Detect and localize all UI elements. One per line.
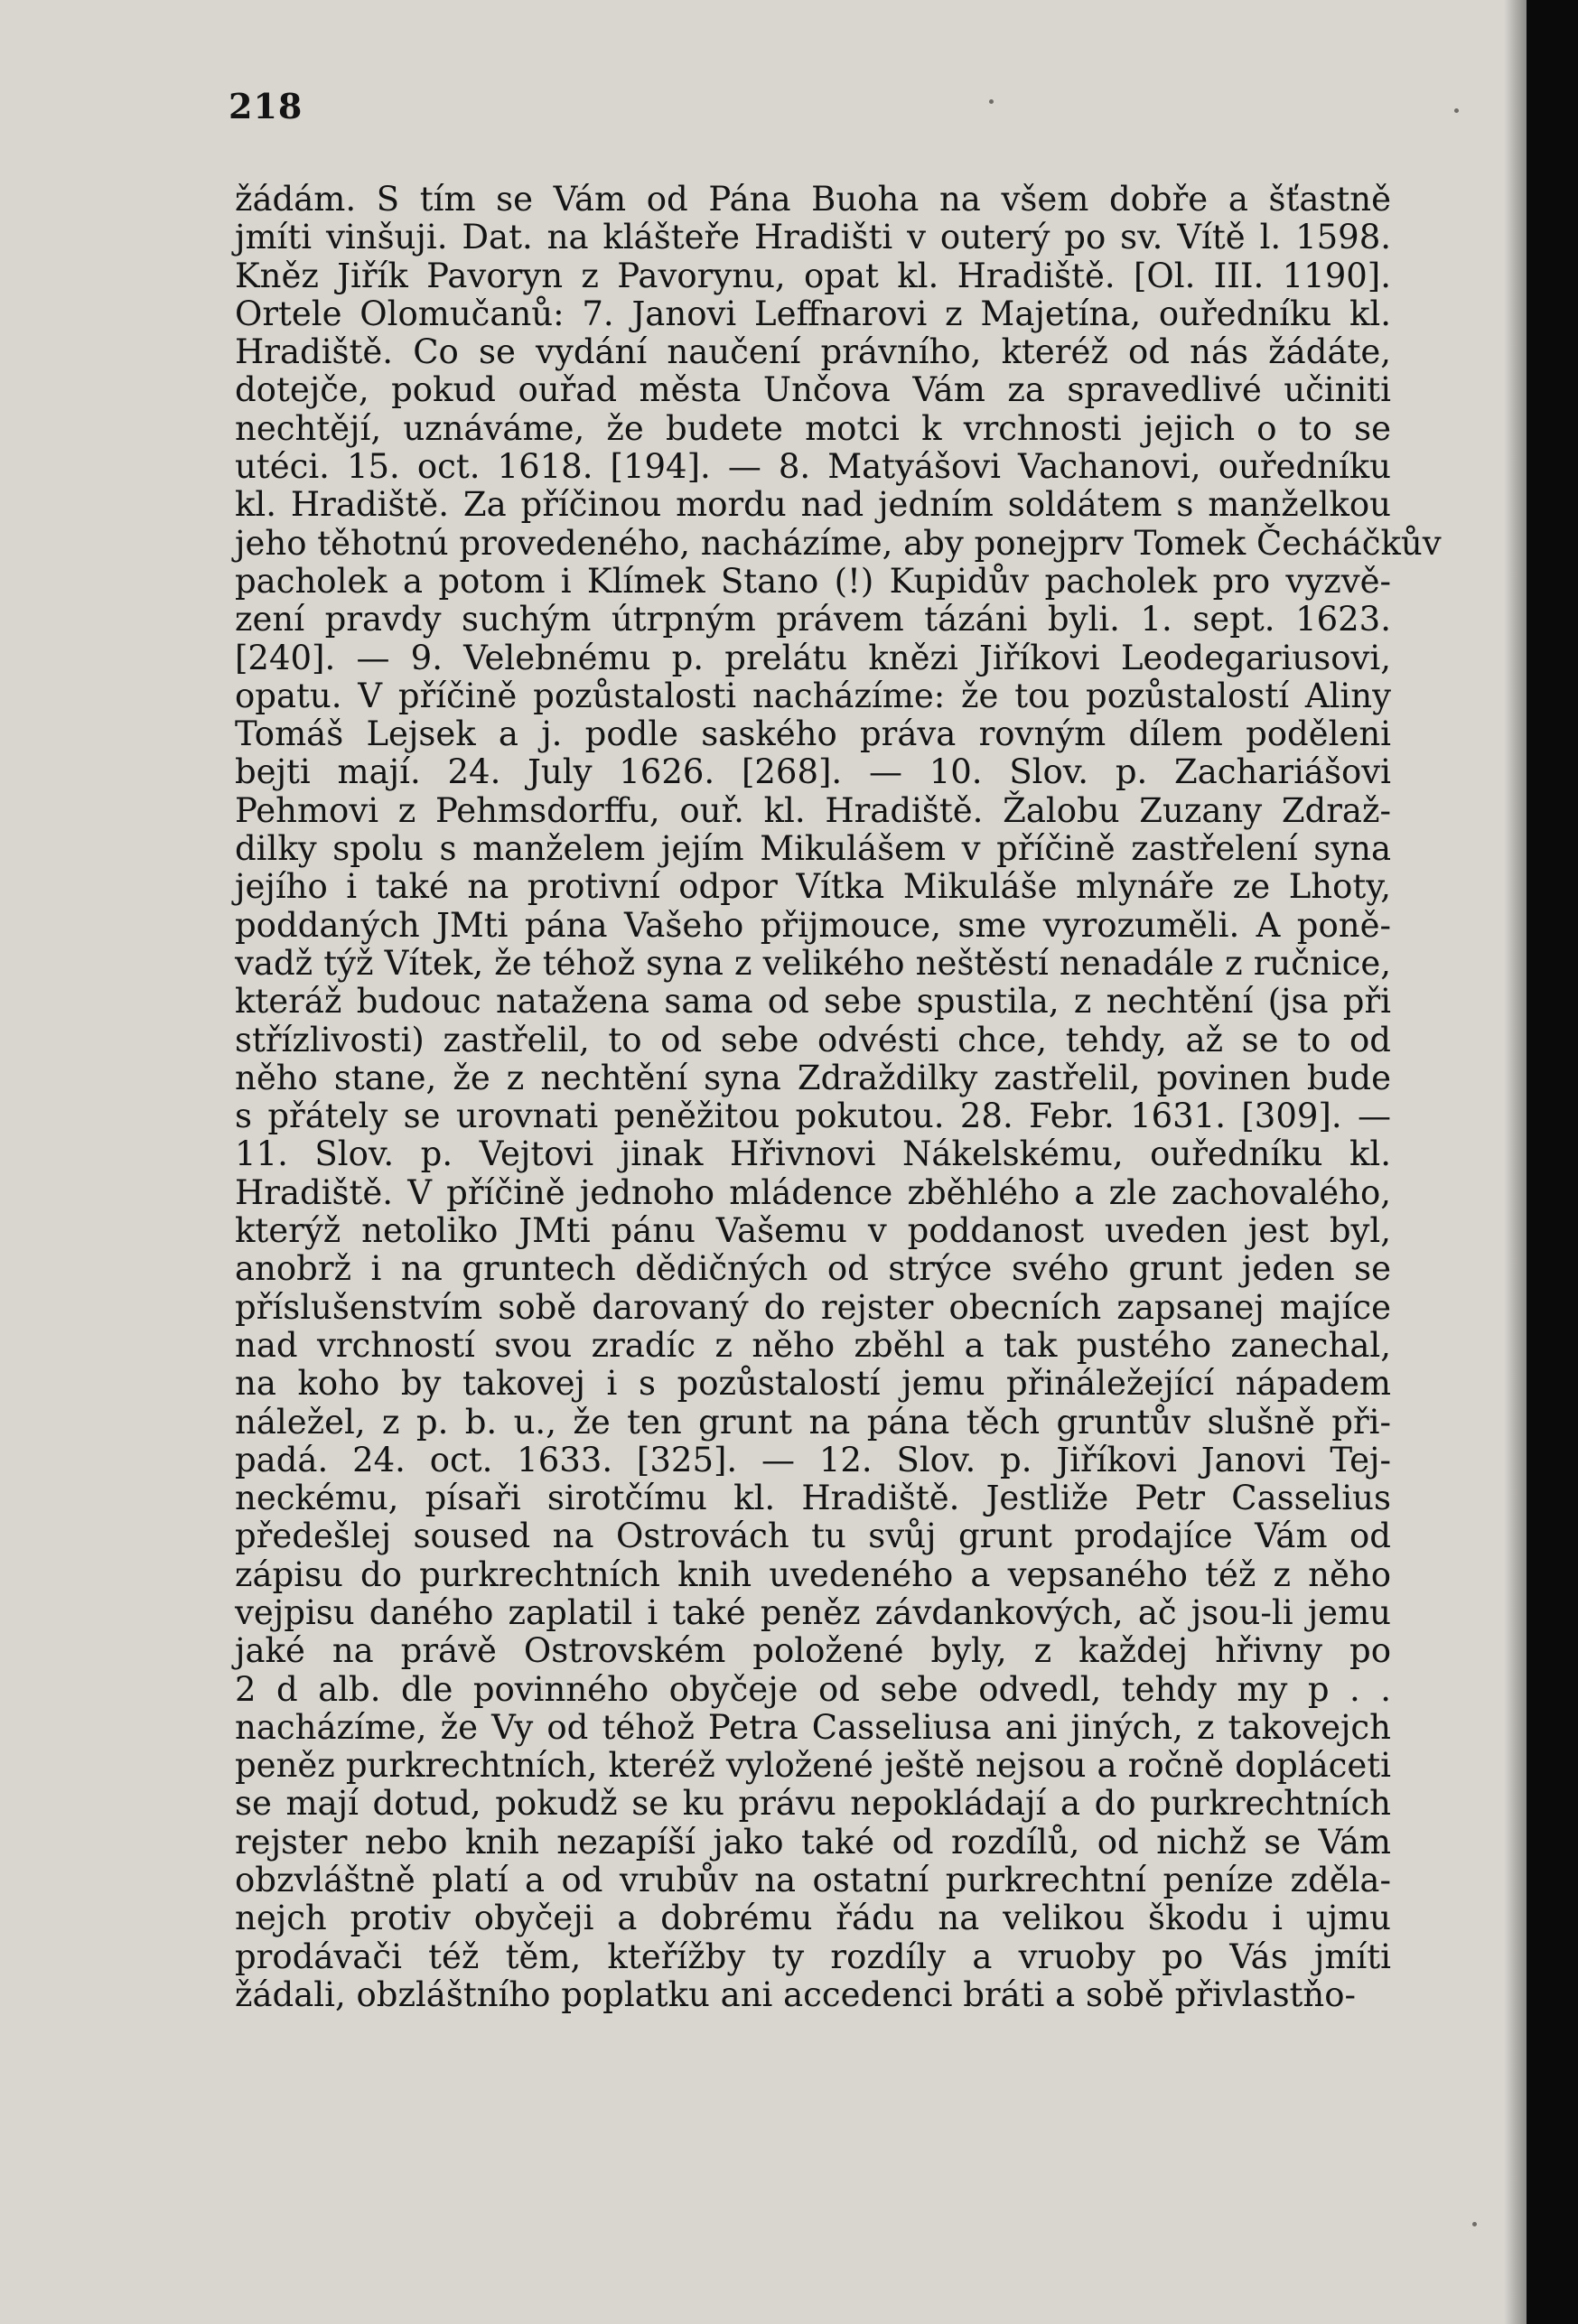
text-line: dilky spolu s manželem jejím Mikulášem v příčině zastřelení syna bbox=[235, 829, 1391, 869]
scan-speck bbox=[1472, 2222, 1477, 2226]
text-line: poddaných JMti pána Vašeho přijmouce, sme vyrozuměli. A poně- bbox=[235, 905, 1391, 945]
text-line: neckému, písaři sirotčímu kl. Hradiště. Jestliže Petr Casselius bbox=[235, 1479, 1391, 1518]
text-line: dotejče, pokud ouřad města Unčova Vám za spravedlivé učiniti bbox=[235, 370, 1391, 410]
text-line: 2 d alb. dle povinného obyčeje od sebe odvedl, tehdy my p . . bbox=[235, 1669, 1391, 1709]
text-line: rejster nebo knih nezapíší jako také od rozdílů, od nichž se Vám bbox=[235, 1822, 1391, 1862]
text-line: příslušenstvím sobě darovaný do rejster obecních zapsanej majíce bbox=[235, 1287, 1391, 1327]
text-line: Ortele Olomučanů: 7. Janovi Leffnarovi z Majetína, ouředníku kl. bbox=[235, 294, 1391, 333]
text-line: nad vrchností svou zradíc z něho zběhl a tak pustého zanechal, bbox=[235, 1325, 1391, 1365]
text-line: jmíti vinšuji. Dat. na klášteře Hradišti v outerý po sv. Vítě l. 1598. bbox=[235, 218, 1391, 257]
text-line: jeho těhotnú provedeného, nacházíme, aby ponejprv Tomek Čecháčkův bbox=[235, 523, 1442, 563]
text-line: zení pravdy suchým útrpným právem tázáni byli. 1. sept. 1623. bbox=[235, 600, 1391, 639]
text-line: vejpisu daného zaplatil i také peněz závdankových, ač jsou-li jemu bbox=[235, 1592, 1391, 1632]
text-line: obzvláštně platí a od vrubův na ostatní purkrechtní peníze zděla- bbox=[235, 1861, 1391, 1900]
text-line: utéci. 15. oct. 1618. [194]. — 8. Matyášovi Vachanovi, ouředníku bbox=[235, 447, 1391, 487]
page-number: 218 bbox=[229, 86, 303, 126]
text-line: [240]. — 9. Velebnému p. prelátu knězi Jiříkovi Leodegariusovi, bbox=[235, 638, 1391, 677]
text-line: se mají dotud, pokudž se ku právu nepokládají a do purkrechtních bbox=[235, 1784, 1391, 1824]
text-line: kl. Hradiště. Za příčinou mordu nad jedním soldátem s manželkou bbox=[235, 485, 1391, 525]
text-line: opatu. V příčině pozůstalosti nacházíme: že tou pozůstalostí Aliny bbox=[235, 676, 1391, 715]
text-line: nejch protiv obyčeji a dobrému řádu na velikou škodu i ujmu bbox=[235, 1899, 1391, 1938]
scan-speck bbox=[989, 99, 994, 104]
text-line: nacházíme, že Vy od téhož Petra Casseliusa ani jiných, z takovejch bbox=[235, 1707, 1391, 1747]
text-line: peněz purkrechtních, kteréž vyložené ještě nejsou a ročně dopláceti bbox=[235, 1746, 1391, 1786]
scan-shadow bbox=[1504, 0, 1527, 2324]
text-line: předešlej soused na Ostrovách tu svůj grunt prodajíce Vám od bbox=[235, 1517, 1391, 1556]
text-line: jejího i také na protivní odpor Vítka Mikuláše mlynáře ze Lhoty, bbox=[235, 867, 1391, 907]
text-line: Tomáš Lejsek a j. podle saského práva rovným dílem poděleni bbox=[235, 714, 1391, 754]
text-line: střízlivosti) zastřelil, to od sebe odvésti chce, tehdy, až se to od bbox=[235, 1020, 1391, 1059]
text-line: Hradiště. Co se vydání naučení právního, kteréž od nás žádáte, bbox=[235, 332, 1391, 372]
text-line: žádám. S tím se Vám od Pána Buoha na všem dobře a šťastně bbox=[235, 180, 1391, 219]
body-text bbox=[235, 180, 1442, 2014]
text-line: padá. 24. oct. 1633. [325]. — 12. Slov. p. Jiříkovi Janovi Tej- bbox=[235, 1440, 1391, 1479]
text-line: náležel, z p. b. u., že ten grunt na pána těch gruntův slušně při- bbox=[235, 1402, 1391, 1442]
text-line: vadž týž Vítek, že téhož syna z velikého neštěstí nenadále z ručnice, bbox=[235, 943, 1391, 983]
text-line: Hradiště. V příčině jednoho mládence zběhlého a zle zachovalého, bbox=[235, 1172, 1391, 1212]
text-line: bejti mají. 24. July 1626. [268]. — 10. Slov. p. Zachariášovi bbox=[235, 752, 1391, 792]
text-line: zápisu do purkrechtních knih uvedeného a vepsaného též z něho bbox=[235, 1554, 1391, 1594]
text-line: anobrž i na gruntech dědičných od strýce svého grunt jeden se bbox=[235, 1249, 1391, 1289]
text-line: Pehmovi z Pehmsdorffu, ouř. kl. Hradiště. Žalobu Zuzany Zdraž- bbox=[235, 790, 1391, 830]
text-line: 11. Slov. p. Vejtovi jinak Hřivnovi Nákelskému, ouředníku kl. bbox=[235, 1134, 1391, 1174]
text-line: prodávači též těm, kteřížby ty rozdíly a vruoby po Vás jmíti bbox=[235, 1937, 1391, 1976]
text-line: s přátely se urovnati peněžitou pokutou. 28. Febr. 1631. [309]. — bbox=[235, 1097, 1391, 1136]
text-line: jaké na právě Ostrovském položené byly, z každej hřivny po bbox=[235, 1631, 1391, 1671]
text-line: pacholek a potom i Klímek Stano (!) Kupidův pacholek pro vyzvě- bbox=[235, 561, 1391, 601]
text-line: nechtějí, uznáváme, že budete motci k vrchnosti jejich o to se bbox=[235, 408, 1391, 448]
text-line: něho stane, že z nechtění syna Zdraždilky zastřelil, povinen bude bbox=[235, 1058, 1391, 1097]
text-line: Kněz Jiřík Pavoryn z Pavorynu, opat kl. Hradiště. [Ol. III. 1190]. bbox=[235, 256, 1391, 295]
text-line: na koho by takovej i s pozůstalostí jemu přináležející nápadem bbox=[235, 1364, 1391, 1404]
text-line: kteráž budouc natažena sama od sebe spustila, z nechtění (jsa při bbox=[235, 982, 1391, 1022]
scan-edge bbox=[1527, 0, 1578, 2324]
scan-speck bbox=[1454, 108, 1459, 113]
text-line: kterýž netoliko JMti pánu Vašemu v poddanost uveden jest byl, bbox=[235, 1211, 1391, 1251]
text-line: žádali, obzláštního poplatku ani accedenci bráti a sobě přivlastňo- bbox=[235, 1974, 1357, 2014]
